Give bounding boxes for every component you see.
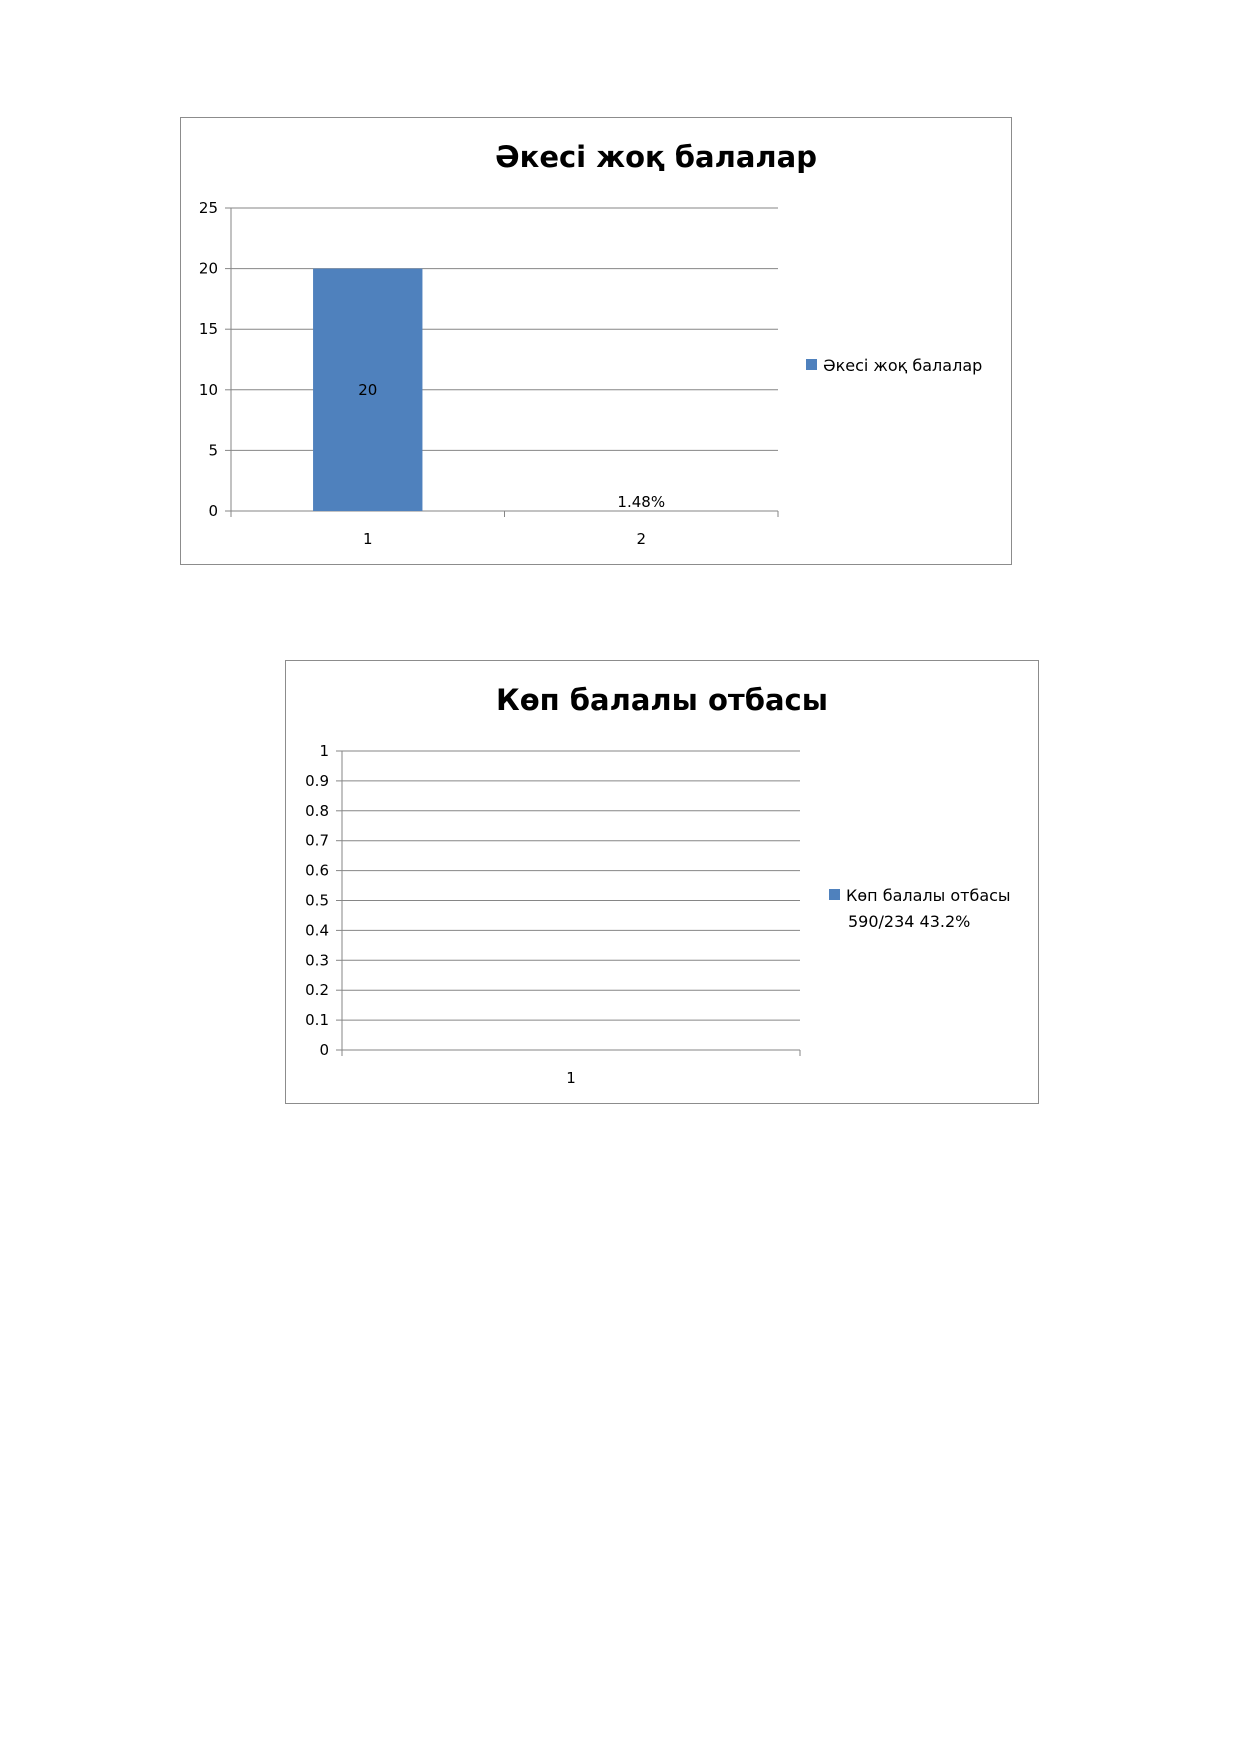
- chart-1-plot: [181, 118, 1013, 566]
- chart-1-data-label: 1.48%: [617, 493, 666, 511]
- chart-2-y-tick-label: 0.2: [305, 981, 329, 1000]
- chart-1-title: Әкесі жоқ балалар: [495, 140, 817, 174]
- chart-2-y-tick-label: 0.8: [305, 801, 329, 820]
- chart-2-legend-sublabel: 590/234 43.2%: [848, 912, 971, 931]
- chart-2-y-tick-label: 0.5: [305, 891, 329, 910]
- chart-2-y-tick-label: 0.9: [305, 771, 329, 790]
- chart-2-y-tick-label: 1: [319, 742, 329, 760]
- chart-2-legend: [829, 883, 1011, 935]
- chart-2-title: Көп балалы отбасы: [496, 683, 828, 717]
- chart-2-y-tick-label: 0.4: [305, 921, 329, 940]
- chart-2-y-tick-label: 0.3: [305, 951, 329, 970]
- chart-2-y-tick-label: 0: [319, 1041, 329, 1059]
- chart-1: [180, 117, 1012, 565]
- chart-1-y-tick-label: 5: [208, 441, 218, 460]
- chart-1-y-tick-label: 20: [198, 259, 218, 278]
- chart-2-legend-label: Көп балалы отбасы: [846, 886, 1011, 905]
- chart-1-y-tick-label: 25: [198, 199, 218, 217]
- chart-1-legend-swatch: [806, 359, 817, 370]
- chart-1-x-tick-label: 2: [636, 530, 647, 548]
- chart-2-x-tick-label: 1: [566, 1069, 576, 1087]
- chart-2: [285, 660, 1039, 1104]
- chart-2-y-tick-label: 0.6: [305, 861, 329, 880]
- chart-1-x-tick-label: 1: [362, 530, 373, 548]
- chart-1-data-label: 20: [358, 380, 378, 399]
- chart-1-legend: [806, 353, 982, 379]
- chart-2-legend-swatch: [829, 889, 840, 900]
- chart-1-y-tick-label: 10: [198, 380, 218, 399]
- chart-2-y-tick-label: 0.1: [305, 1011, 329, 1030]
- chart-2-y-tick-label: 0.7: [305, 831, 329, 850]
- chart-1-y-tick-label: 15: [198, 320, 218, 339]
- chart-1-y-tick-label: 0: [208, 502, 218, 520]
- chart-1-legend-label: Әкесі жоқ балалар: [823, 356, 983, 375]
